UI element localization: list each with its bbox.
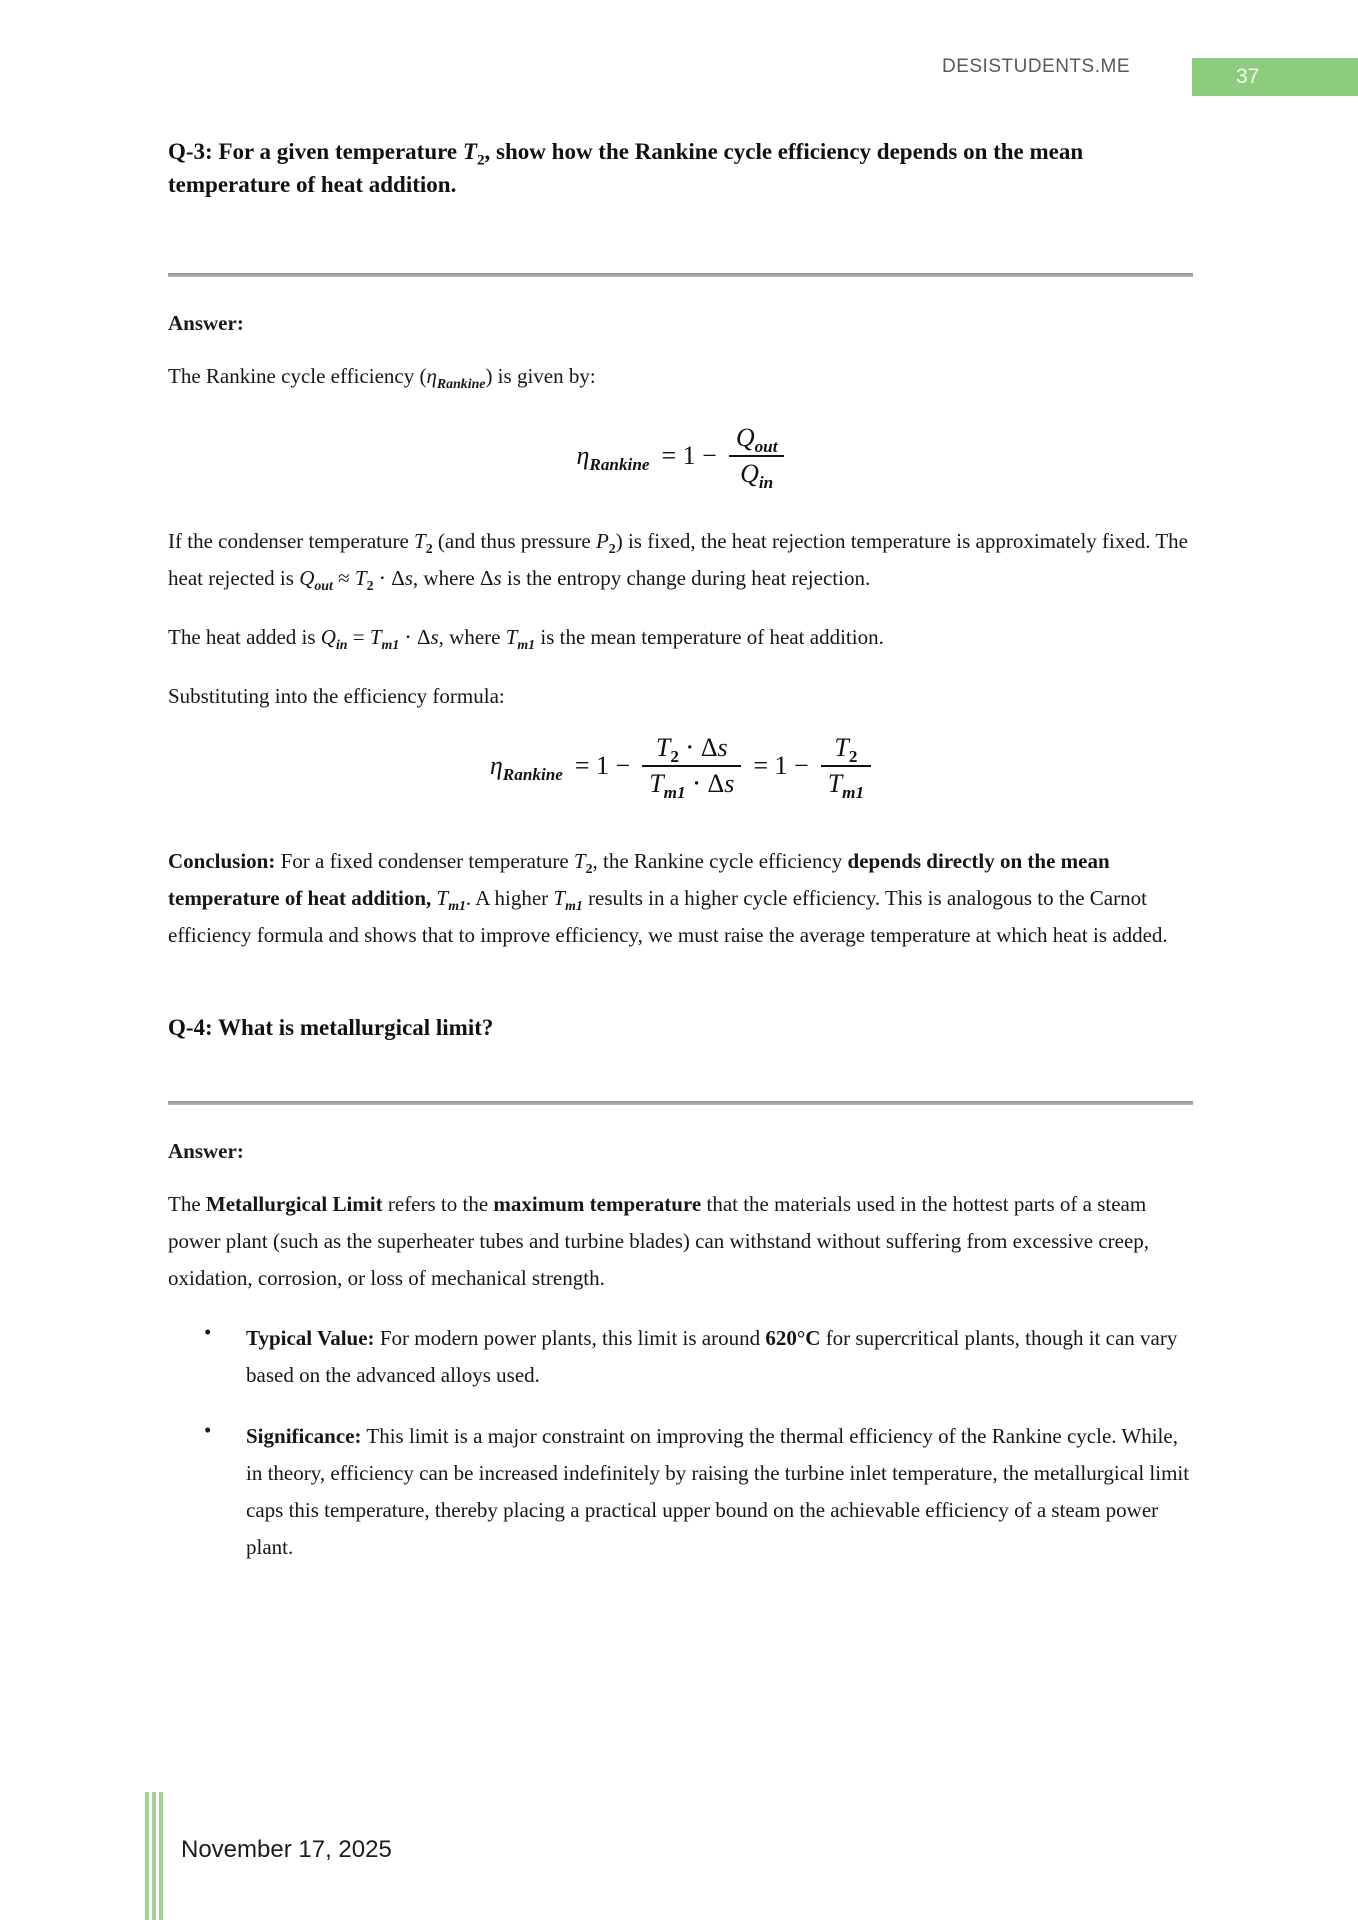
formula2-fraction-2 xyxy=(821,733,871,803)
footer-bar xyxy=(152,1792,156,1920)
question-4-title: Q-4: What is metallurgical limit? xyxy=(168,1014,494,1040)
footer-date: November 17, 2025 xyxy=(181,1836,392,1863)
footer-bar xyxy=(159,1792,163,1920)
formula2-fraction1-denominator: $T_{m1} \cdot \Delta s$ xyxy=(649,769,735,803)
bullet-significance xyxy=(168,1418,1193,1566)
q3-intro-paragraph: The Rankine cycle efficiency $(\eta_{Rankine})$ is given by: xyxy=(168,364,596,392)
formula2-relation-1: = 1 − xyxy=(574,751,631,781)
q4-answer-label: Answer: xyxy=(168,1138,244,1163)
formula2-relation-2: = 1 − xyxy=(753,751,809,781)
question-3-title: Q-3: For a given temperature $T_2$, show how the Rankine cycle efficiency depends on the mean temperature of heat addition. xyxy=(168,139,1084,197)
page-number: 37 xyxy=(1236,65,1260,88)
formula2-fraction1-numerator: $T_2 \cdot \Delta s$ xyxy=(642,733,741,767)
rankine-efficiency-formula xyxy=(168,423,1193,493)
section-divider xyxy=(168,273,1193,277)
bullet-significance-text: Significance: This limit is a major constraint on improving the thermal efficiency of the Rankine cycle. While, in theory, efficiency can be increased indefinitely by raising the turbine inlet temperature, the metallurgical limit caps this temperature, thereby placing a practical upper bound on the achievable efficiency of a steam power plant. xyxy=(246,1424,1190,1560)
substituted-efficiency-formula xyxy=(168,733,1193,803)
section-divider xyxy=(168,1101,1193,1105)
formula1-denominator: $Q_{in}$ xyxy=(740,459,774,493)
site-label: DESISTUDENTS.ME xyxy=(941,56,1130,77)
q3-conclusion-paragraph: Conclusion: For a fixed condenser temperature $T_2$, the Rankine cycle efficiency depends directly on the mean temperature of heat addition, $T_{m1}$. A higher $T_{m1}$ results in a higher cycle efficiency. This is analogous to the Carnot efficiency formula and shows that to improve efficiency, we must raise the average temperature at which heat is added. xyxy=(168,849,1168,947)
formula2-fraction2-numerator: $T_2$ xyxy=(821,733,871,767)
bullet-icon: • xyxy=(204,1418,212,1443)
formula2-fraction2-denominator: $T_{m1}$ xyxy=(827,769,865,803)
q3-answer-label: Answer: xyxy=(168,311,244,336)
q4-definition-paragraph: The Metallurgical Limit refers to the maximum temperature that the materials used in the hottest parts of a steam power plant (such as the superheater tubes and turbine blades) can withstand without suffering from excessive creep, oxidation, corrosion, or loss of mechanical strength. xyxy=(168,1191,1150,1290)
q3-heat-added-paragraph: The heat added is $Q_{in} = T_{m1} \cdot \Delta s$, where $T_{m1}$ is the mean temperature of heat addition. xyxy=(168,625,884,653)
formula2-lhs: $\eta_{Rankine}$ xyxy=(489,751,563,785)
bullet-icon: • xyxy=(204,1320,212,1345)
footer-bar xyxy=(145,1792,149,1920)
formula1-fraction xyxy=(729,423,785,493)
q3-heat-rejected-paragraph: If the condenser temperature $T_2$ (and thus pressure $P_2$) is fixed, the heat rejection temperature is approximately fixed. The heat rejected is $Q_{out} \approx T_2 \cdot \Delta s$, where Δs is the entropy change during heat rejection. xyxy=(168,529,1188,594)
page-number-badge xyxy=(1192,58,1358,96)
formula1-relation: = 1 − xyxy=(661,441,717,471)
content-column xyxy=(168,0,1193,1566)
q3-substituting-paragraph: Substituting into the efficiency formula: xyxy=(168,684,505,709)
bullet-typical-value-text: Typical Value: For modern power plants, this limit is around 620°C for supercritical plants, though it can vary based on the advanced alloys used. xyxy=(246,1326,1178,1388)
formula1-lhs: $\eta_{Rankine}$ xyxy=(576,441,650,475)
formula1-numerator: $Q_{out}$ xyxy=(729,423,785,457)
formula2-fraction-1 xyxy=(642,733,741,803)
bullet-typical-value xyxy=(168,1320,1193,1394)
footer-accent-bars xyxy=(145,1792,163,1920)
